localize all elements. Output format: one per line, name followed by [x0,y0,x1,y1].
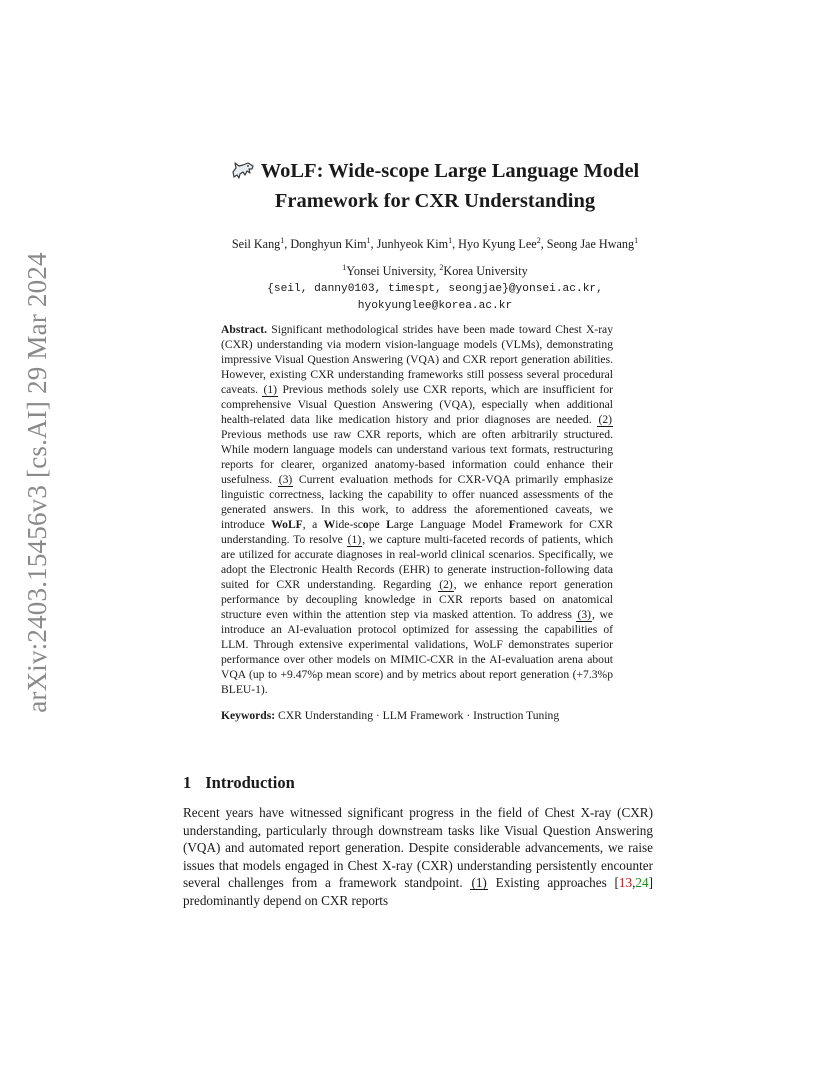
affiliation-2: Korea University [443,264,528,278]
author-name: Seil Kang [231,237,281,251]
author-affiliation-mark: 2 [536,236,541,245]
author-affiliation-mark: 1 [280,236,285,245]
abstract-text: Significant methodological strides have been made toward Chest X-ray (CXR) understanding via modern vision-language models (VLMs), demonstrating impressive Visual Question Answering (VQA) and CXR report generation abilities. However, existing CXR understanding frameworks still possess several procedural caveats. [221,323,613,396]
keywords-label: Keywords: [221,709,276,722]
affiliation-mark: 2 [439,263,444,272]
citation-separator: , [632,875,636,890]
abstract-text: Previous methods use raw CXR reports, which are often arbitrarily structured. While modern language models can understand various text formats, restructuring reports for clearer, organized anatomy-based information could enhance their usefulness. [221,428,613,486]
abstract-label: Abstract. [221,323,268,336]
intro-text: Recent years have witnessed significant progress in the field of Chest X-ray (CXR) understanding, particularly through downstream tasks like Visual Question Answering (VQA) and automated report generation. Despite considerable advancements, we raise issues that models engaged in Chest X-ray (CXR) understanding persistently encounter several challenges from a framework standpoint. [183,805,653,890]
acronym-letter: L [386,518,394,531]
author-affiliation-mark: 1 [448,236,453,245]
author-name: Junhyeok Kim [376,237,449,251]
affiliations [150,264,720,315]
title-line-1: WoLF: Wide-scope Large Language Model [260,160,640,182]
caveat-marker: (2) [439,578,453,591]
emails-line-1: {seil, danny0103, timespt, seongjae}@yonsei.ac.kr, [267,282,603,295]
keywords-text: CXR Understanding · LLM Framework · Instruction Tuning [275,709,560,722]
wolf-name: WoLF [271,518,303,531]
paper-title [150,158,720,215]
caveat-marker: (1) [347,533,362,546]
author-affiliation-mark: 1 [634,236,639,245]
abstract-text: Previous methods solely use CXR reports, which are insufficient for comprehensive Visual Question Answering (VQA), especially when additional health-related data like medication history and prior diagnoses are needed. [221,383,613,426]
author-affiliation-mark: 1 [366,236,371,245]
citation-link[interactable]: 24 [635,875,649,890]
affiliation-mark: 1 [342,263,347,272]
abstract-text: ramework for CXR understanding. To resolve [221,518,614,546]
acronym-letter: W [323,518,336,531]
intro-paragraph [183,804,653,909]
keywords [221,708,621,723]
intro-text: ] predominantly depend on CXR reports [183,875,653,908]
author-name: Hyo Kyung Lee [458,237,537,251]
author-list: Seil Kang$^1$, Donghyun Kim$^1$, Junhyeok Kim$^1$, Hyo Kyung Lee$^2$, Seong Jae Hwang$^1$ [231,236,639,251]
citation-link[interactable]: 13 [618,875,633,890]
abstract-text: Current evaluation methods for CXR-VQA primarily emphasize linguistic correctness, lacking the capability to offer nuanced assessments of the generated answers. In this work, to address the aforementioned caveats, we introduce [221,473,613,531]
abstract-text: ide-sc [335,518,363,531]
abstract-text: , we introduce an AI-evaluation protocol optimized for assessing the capabilities of LLM. Through extensive experimental validations, WoLF demonstrates superior performance over other models on MIMIC-CXR in the AI-evaluation arena about VQA (up to +9.47%p mean score) and by metrics about report generation (+7.3%p BLEU-1). [221,608,613,696]
abstract-text: arge Language Model [393,518,509,531]
caveat-marker: (1) [471,875,487,890]
affiliation-1: Yonsei University, [346,264,440,278]
section-title: Introduction [205,773,295,792]
arxiv-identifier [17,252,57,713]
abstract-text: pe [368,518,387,531]
author-name: Donghyun Kim [290,237,367,251]
arxiv-identifier-text: arXiv:2403.15456v3 [cs.AI] 29 Mar 2024 [21,252,52,713]
caveat-marker: (1) [263,383,277,396]
title-line-2: Framework for CXR Understanding [274,190,596,212]
caveat-marker: (2) [598,413,612,426]
author-name: Seong Jae Hwang [546,237,635,251]
abstract-text: , a [302,518,324,531]
abstract-text: , we capture multi-faceted records of patients, which are utilized for accurate diagnoses in real-world clinical scenarios. Specifically, we adopt the Electronic Health Records (EHR) to generate instruction-following data suited for CXR understanding. Regarding [221,533,613,591]
acronym-letter: o [362,518,369,531]
section-number: 1 [183,773,192,792]
emails-line-2: hyokyunglee@korea.ac.kr [357,300,513,312]
wolf-icon [231,160,255,188]
caveat-marker: (3) [278,473,293,486]
abstract-text: , we enhance report generation performance by decoupling knowledge in CXR reports based on anatomical structure even within the attention step via masked attention. To address [221,578,613,621]
caveat-marker: (3) [577,608,591,621]
intro-text: Existing approaches [ [487,875,619,890]
section-heading [183,773,295,793]
acronym-letter: F [508,518,516,531]
abstract [221,322,613,697]
